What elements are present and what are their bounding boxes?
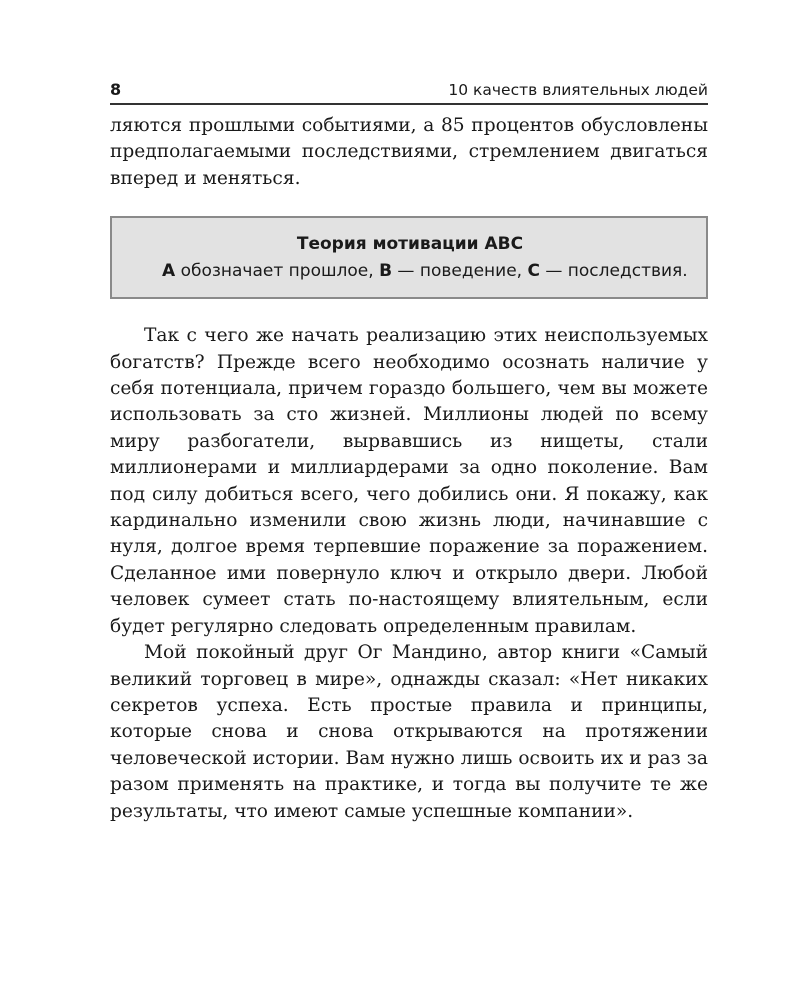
sidebar-title: Теория мотивации ABC bbox=[296, 234, 524, 255]
sidebar-box bbox=[110, 216, 708, 299]
sidebar-letter-c: C bbox=[527, 261, 540, 282]
sidebar-text-c: — последствия. bbox=[539, 261, 688, 282]
paragraph-2: Так с чего же начать реализацию этих неиспользуемых богатств? Прежде всего необходимо осознать наличие у себя потенциала, причем гораздо большего, чем вы можете использовать за сто жизней. Миллионы людей по всему миру разбогатели, вырвавшись из нищеты, стали миллионерами и миллиардерами за одно поколение. Вам под силу добиться всего, чего добились они. Я покажу, как кардинально изменили свою жизнь люди, начинавшие с нуля, долгое время терпевшие поражение за поражением. Сделанное ими повернуло ключ и открыло двери. Любой человек сумеет стать по-настоящему влиятельным, если будет регулярно следовать определенным правилам. bbox=[110, 325, 708, 637]
running-head bbox=[110, 80, 708, 105]
running-title: 10 качеств влиятельных людей bbox=[448, 81, 708, 99]
paragraph-continuation: ляются прошлыми событиями, а 85 процентов обусловлены предполагаемыми последствиями, стремлением двигаться вперед и меняться. bbox=[110, 115, 708, 189]
sidebar-text bbox=[130, 258, 690, 285]
book-page bbox=[110, 80, 708, 825]
page-number: 8 bbox=[110, 80, 122, 99]
paragraph-3: Мой покойный друг Ог Мандино, автор книги «Самый великий торговец в мире», однажды сказал: «Нет никаких секретов успеха. Есть простые правила и принципы, которые снова и снова открываются на протяжении человеческой истории. Вам нужно лишь освоить их и раз за разом применять на практике, и тогда вы получите те же результаты, что имеют самые успешные компании». bbox=[110, 642, 708, 822]
sidebar-text-a: обозначает прошлое, bbox=[175, 261, 380, 282]
sidebar-letter-a: A bbox=[162, 261, 176, 282]
sidebar-text-b: — поведение, bbox=[392, 261, 528, 282]
sidebar-letter-b: B bbox=[379, 261, 393, 282]
